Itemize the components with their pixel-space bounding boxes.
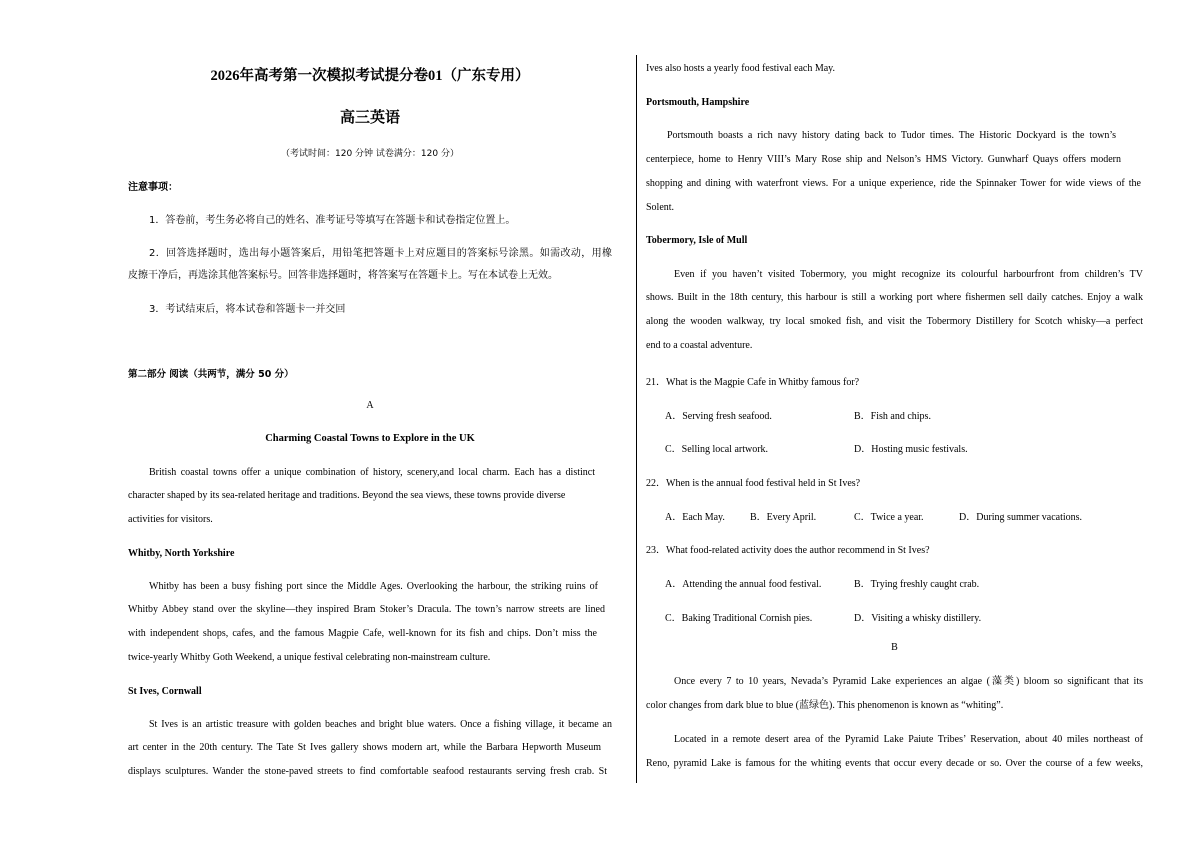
question-23-option-b[interactable]: B．Trying freshly caught crab. xyxy=(854,579,980,590)
tobermory-line-4: end to a coastal adventure. xyxy=(646,340,753,351)
passage-a-title: Charming Coastal Towns to Explore in the UK xyxy=(265,433,475,444)
question-21-option-d[interactable]: D．Hosting music festivals. xyxy=(854,444,968,455)
stives-line-4: Ives also hosts a yearly food festival each May. xyxy=(646,63,836,74)
passage-b-letter: B xyxy=(891,642,898,653)
stives-line-2: art center in the 20th century. The Tate St Ives gallery shows modern art, while the Barbara Hepworth Museum xyxy=(128,742,601,753)
section-heading: 第二部分 阅读（共两节，满分 50 分） xyxy=(128,369,294,380)
question-22-stem: 22．When is the annual food festival held in St Ives? xyxy=(646,478,861,489)
whitby-line-1: Whitby has been a busy fishing port since the Middle Ages. Overlooking the harbour, the striking ruins of xyxy=(149,581,598,592)
intro-line-3: activities for visitors. xyxy=(128,514,213,525)
portsmouth-line-2: centerpiece, home to Henry VIII’s Mary Rose ship and Nelson’s HMS Victory. Gunwharf Quays offers modern xyxy=(646,154,1121,165)
notice-item-2-cont: 皮擦干净后，再选涂其他答案标号。回答非选择题时，将答案写在答题卡上。写在本试卷上无效。 xyxy=(128,270,558,281)
portsmouth-line-3: shopping and dining with waterfront views. For a unique experience, ride the Spinnaker Tower for wide views of the xyxy=(646,178,1141,189)
portsmouth-line-4: Solent. xyxy=(646,202,675,213)
question-21-stem: 21．What is the Magpie Cafe in Whitby famous for? xyxy=(646,377,860,388)
portsmouth-line-1: Portsmouth boasts a rich navy history dating back to Tudor times. The Historic Dockyard is the town’s xyxy=(667,130,1116,141)
passage-b-line-4: Reno, pyramid Lake is famous for the whiting events that occur every decade or so. Over the course of a few weeks, xyxy=(646,758,1143,769)
passage-b-line-3: Located in a remote desert area of the Pyramid Lake Paiute Tribes’ Reservation, about 40 miles northeast of xyxy=(674,734,1143,745)
notice-heading: 注意事项： xyxy=(128,182,178,193)
notice-item-3: 3．考试结束后，将本试卷和答题卡一并交回 xyxy=(149,304,346,315)
passage-a-letter: A xyxy=(366,400,374,411)
question-21-option-c[interactable]: C．Selling local artwork. xyxy=(665,444,769,455)
town-heading-st-ives: St Ives, Cornwall xyxy=(128,686,202,697)
intro-line-2: character shaped by its sea-related heritage and traditions. Beyond the sea views, these towns provide diverse xyxy=(128,490,566,501)
question-22-option-a[interactable]: A．Each May. xyxy=(665,512,725,523)
exam-meta: （考试时间：120 分钟 试卷满分：120 分） xyxy=(281,149,459,159)
question-23-option-d[interactable]: D．Visiting a whisky distillery. xyxy=(854,613,982,624)
stives-line-3: displays sculptures. Wander the stone-paved streets to find comfortable seafood restaurants serving fresh crab. St xyxy=(128,766,607,777)
question-22-option-b[interactable]: B．Every April. xyxy=(750,512,817,523)
exam-subject: 高三英语 xyxy=(339,110,400,126)
intro-line-1: British coastal towns offer a unique combination of history, scenery,and local charm. Each has a distinct xyxy=(149,467,595,478)
passage-b-line-2: color changes from dark blue to blue (蓝绿色). This phenomenon is known as “whiting”. xyxy=(646,700,1004,711)
question-23-option-a[interactable]: A．Attending the annual food festival. xyxy=(665,579,822,590)
question-23-stem: 23．What food-related activity does the author recommend in St Ives? xyxy=(646,545,930,556)
whitby-line-3: with independent shops, cafes, and the famous Magpie Cafe, well-known for its fish and chips. Don’t miss the xyxy=(128,628,597,639)
town-heading-portsmouth: Portsmouth, Hampshire xyxy=(646,97,750,108)
question-22-option-d[interactable]: D．During summer vacations. xyxy=(959,512,1083,523)
exam-title: 2026年高考第一次模拟考试提分卷01（广东专用） xyxy=(210,68,530,84)
tobermory-line-1: Even if you haven’t visited Tobermory, you might recognize its colourful harbourfront from children’s TV xyxy=(674,269,1143,280)
town-heading-whitby: Whitby, North Yorkshire xyxy=(128,548,235,559)
question-23-option-c[interactable]: C．Baking Traditional Cornish pies. xyxy=(665,613,813,624)
town-heading-tobermory: Tobermory, Isle of Mull xyxy=(646,235,748,246)
stives-line-1: St Ives is an artistic treasure with golden beaches and bright blue waters. Once a fishing village, it became an xyxy=(149,719,612,730)
question-22-option-c[interactable]: C．Twice a year. xyxy=(854,512,924,523)
column-divider xyxy=(636,55,637,783)
whitby-line-4: twice-yearly Whitby Goth Weekend, a unique festival celebrating non-mainstream culture. xyxy=(128,652,491,663)
passage-b-line-1: Once every 7 to 10 years, Nevada’s Pyramid Lake experiences an algae (藻类) bloom so significant that its xyxy=(674,676,1143,687)
notice-item-2: 2．回答选择题时，选出每小题答案后，用铅笔把答题卡上对应题目的答案标号涂黑。如需改动，用橡 xyxy=(149,248,612,259)
notice-item-1: 1．答卷前，考生务必将自己的姓名、准考证号等填写在答题卡和试卷指定位置上。 xyxy=(149,215,516,226)
tobermory-line-3: along the wooden walkway, try local smoked fish, and visit the Tobermory Distillery for Scotch whisky—a perfect xyxy=(646,316,1143,327)
question-21-option-a[interactable]: A．Serving fresh seafood. xyxy=(665,411,772,422)
tobermory-line-2: shows. Built in the 18th century, this harbour is still a working port where fishermen sell daily catches. Enjoy a walk xyxy=(646,292,1143,303)
whitby-line-2: Whitby Abbey stand over the skyline—they inspired Bram Stoker’s Dracula. The town’s narrow streets are lined xyxy=(128,604,605,615)
question-21-option-b[interactable]: B．Fish and chips. xyxy=(854,411,931,422)
